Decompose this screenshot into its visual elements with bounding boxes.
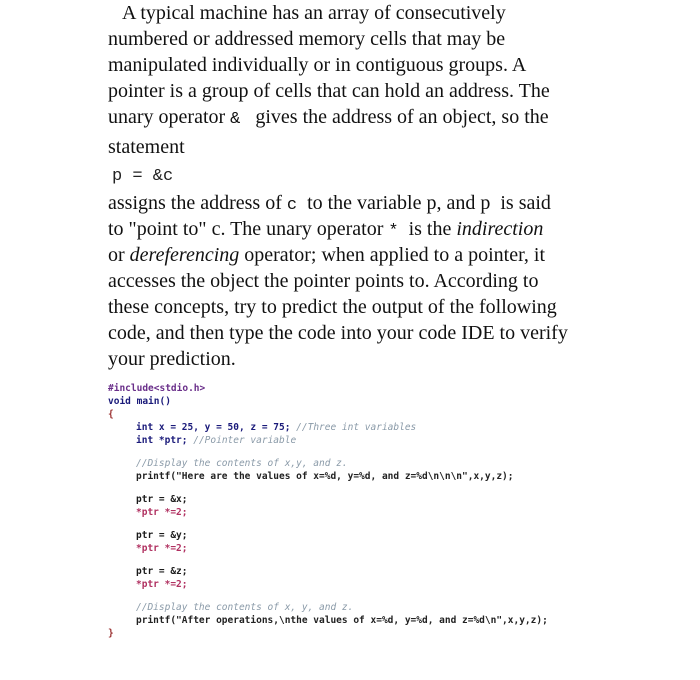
term-dereferencing: dereferencing: [129, 244, 240, 266]
code-main-signature: void main(): [108, 396, 171, 407]
para2-l1-and: , and: [436, 192, 476, 214]
para2-l1-end: is said: [500, 192, 551, 214]
code-ptr-y: ptr = &y;: [136, 530, 188, 541]
code-close-brace: }: [108, 628, 114, 639]
code-gap: [108, 483, 668, 493]
para2-line-3: [108, 242, 608, 268]
para2-l2-c2: is the: [408, 218, 452, 240]
prose-line-5: [108, 104, 608, 130]
prose-line-6: statement: [108, 136, 185, 158]
para2-line-6: code, and then type the code into your code IDE to verify: [108, 322, 568, 344]
prose-line-2: numbered or addressed memory cells that may be: [108, 28, 506, 50]
var-c-2: c: [211, 218, 221, 240]
code-ptr-x-mod: *ptr *=2;: [136, 507, 188, 518]
para2-line-4: accesses the object the pointer points to. According to: [108, 270, 539, 292]
prose-line-5-tail: gives the address of an object, so the: [255, 106, 549, 128]
para2-l2-b: . The unary operator: [220, 218, 384, 240]
code-ptr-z-mod: *ptr *=2;: [136, 579, 188, 590]
para2-l1-b: to the variable: [307, 192, 422, 214]
para2-l3-a: or: [108, 244, 125, 266]
var-p: p: [426, 192, 437, 214]
code-gap: [108, 519, 668, 529]
para2-line-1: [108, 190, 608, 216]
code-gap: [108, 447, 668, 457]
code-ptr-y-mod: *ptr *=2;: [136, 543, 188, 554]
code-include: #include<stdio.h>: [108, 383, 206, 394]
code-ptr-x: ptr = &x;: [136, 494, 188, 505]
var-p-2: p: [480, 192, 491, 214]
para2-line-5: these concepts, try to predict the output of the following: [108, 296, 557, 318]
code-gap: [108, 591, 668, 601]
explanation-text: [108, 0, 608, 372]
star-operator: *: [388, 222, 399, 241]
code-decl-2-comment: //Pointer variable: [193, 435, 297, 446]
term-indirection: indirection: [456, 218, 544, 240]
prose-line-3: manipulated individually or in contiguous groups. A: [108, 54, 527, 76]
para2-l2-a: to "point to": [108, 218, 207, 240]
code-comment-1: //Display the contents of x,y, and z.: [136, 458, 348, 469]
para2-line-2: [108, 216, 608, 242]
prose-line-4: pointer is a group of cells that can hold an address. The: [108, 80, 550, 102]
code-comment-2: //Display the contents of x, y, and z.: [136, 602, 354, 613]
code-printf-1: printf("Here are the values of x=%d, y=%d, and z=%d\n\n\n",x,y,z);: [136, 471, 514, 482]
code-ptr-z: ptr = &z;: [136, 566, 188, 577]
para2-l1-a: assigns the address of: [108, 192, 282, 214]
prose-line-1: A typical machine has an array of consecutively: [122, 2, 506, 24]
code-listing: [108, 382, 668, 640]
code-gap: [108, 555, 668, 565]
code-printf-2: printf("After operations,\nthe values of x=%d, y=%d, and z=%d\n",x,y,z);: [136, 615, 548, 626]
para2-line-7: your prediction.: [108, 348, 236, 370]
amp-operator: &: [230, 110, 241, 129]
code-decl-2-stmt: int *ptr;: [136, 435, 188, 446]
var-c: c: [286, 196, 298, 215]
code-decl-2: [108, 434, 668, 447]
code-open-brace: {: [108, 409, 114, 420]
code-decl-1: [108, 421, 668, 434]
para2-l3-b: operator; when applied to a pointer, it: [244, 244, 546, 266]
code-decl-1-comment: //Three int variables: [296, 422, 417, 433]
statement-code: p = &c: [112, 167, 174, 186]
prose-line-5-head: unary operator: [108, 106, 226, 128]
code-decl-1-stmt: int x = 25, y = 50, z = 75;: [136, 422, 291, 433]
